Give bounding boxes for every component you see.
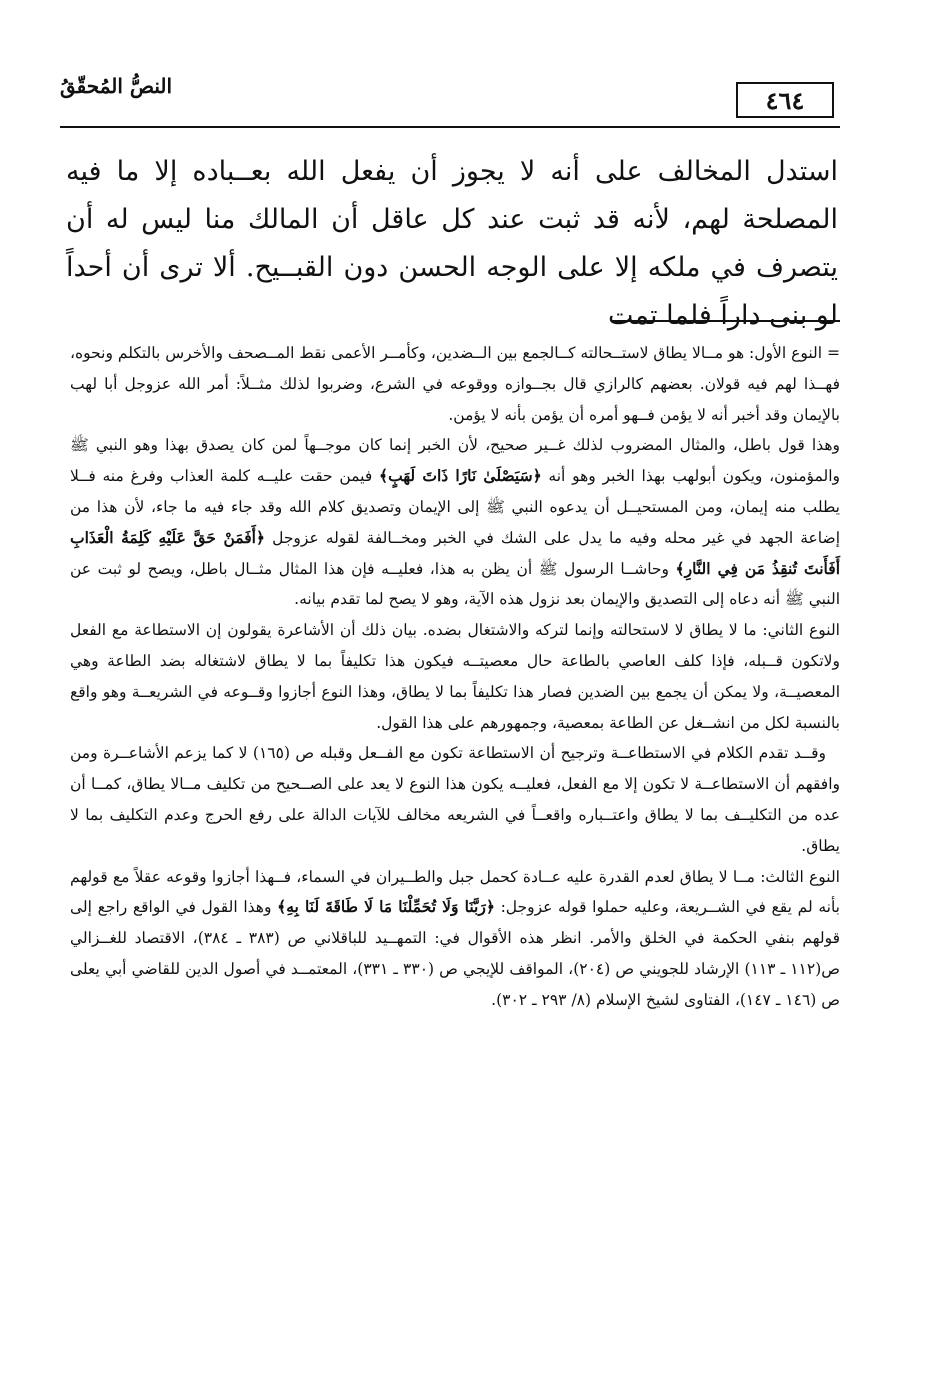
quran-verse: ﴿أَفَمَنْ حَقَّ عَلَيْهِ كَلِمَةُ الْعَذَابِ أَفَأَنتَ تُنقِذُ مَن فِي النَّارِ﴾ <box>70 527 840 578</box>
running-title: النصُّ المُحقّقُ <box>60 74 173 98</box>
footnote-paragraph-5 <box>70 862 840 1016</box>
footnote-text: فيمن حقت عليــه كلمة العذاب وفرغ منه فــلا يطلب منه إيمان، ومن المستحيــل أن يدعوه النبي ﷺ إلى الإيمان وتصديق كلام الله وقد جاء فيه ما جاء، لأن هذا من إضاعة الجهد في غير محله وفيه ما يدل على الشك في الخبر ومخــالفة لقوله عزوجل <box>70 467 840 547</box>
footnote-text: وهذا قول باطل، والمثال المضروب لذلك غــير صحيح، لأن الخبر إنما كان موجــهاً لمن كان يصدق بهذا وهو النبي ﷺ والمؤمنون، ويكون أبولهب بهذا الخبر وهو أنه <box>70 436 841 486</box>
footnote-separator <box>612 320 840 322</box>
quran-verse: ﴿رَبَّنَا وَلَا تُحَمِّلْنَا مَا لَا طَاقَةَ لَنَا بِهِ﴾ <box>277 897 495 917</box>
footnote-text: وهذا القول في الواقع راجع إلى قولهم بنفي الحكمة في الخلق والأمر. انظر هذه الأقوال في: التمهــيد للباقلاني ص (٣٨٣ ـ ٣٨٤)، الاقتصاد للغــزالي ص(١١٢ ـ ١١٣) الإرشاد للجويني ص (٢٠٤)، المواقف للإيجي ص (٣٣٠ ـ ٣٣١)، المعتمــد في أصول الدين للقاضي أبي يعلى ص (١٤٦ ـ ١٤٧)، الفتاوى لشيخ الإسلام (٨/ ٢٩٣ ـ ٣٠٢). <box>70 898 841 1009</box>
header-rule <box>60 126 840 128</box>
quran-verse: ﴿سَيَصْلَىٰ نَارًا ذَاتَ لَهَبٍ﴾ <box>378 466 542 486</box>
footnote-text: وحاشــا الرسول ﷺ أن يظن به هذا، فعليــه فإن هذا المثال مثــال باطل، ويصح لو ثبت عن النبي ﷺ أنه دعاه إلى التصديق والإيمان بعد نزول هذه الآية، وهو لا يصح لما تقدم بيانه. <box>70 559 840 609</box>
page-number: ٤٦٤ <box>765 85 805 115</box>
footnote-paragraph-1: = النوع الأول: هو مــالا يطاق لاستــحالته كــالجمع بين الــضدين، وكأمــر الأعمى نقط المــصحف والأخرس بالتكلم ونحوه، فهــذا لهم فيه قولان. بعضهم كالرازي قال بجــوازه ووقوعه في الشرع، وضربوا لذلك مثــلاً: أمر الله عزوجل أبا لهب بالإيمان وقد أخبر أنه لا يؤمن فــهو أمره أن يؤمن بأنه لا يؤمن. <box>70 344 840 424</box>
footnote-paragraph-2 <box>70 430 840 615</box>
page-number-box <box>736 82 834 118</box>
footnote-paragraph-4: وقــد تقدم الكلام في الاستطاعــة وترجيح أن الاستطاعة تكون مع الفــعل وقبله ص (١٦٥) لا كما يزعم الأشاعــرة ومن وافقهم أن الاستطاعــة لا تكون إلا مع الفعل، فعليــه يكون هذا النوع لا يعد على الصــحيح من تكليف مــالا يطاق، كمــا أن عده من التكليــف بما لا يطاق واعتــباره واقعــاً في الشريعه مخالف للآيات الدالة على رفع الحرج وعدم التكليف بما لا يطاق. <box>70 744 840 855</box>
main-body-text: استدل المخالف على أنه لا يجوز أن يفعل الله بعــباده إلا ما فيه المصلحة لهم، لأنه قد ثبت عند كل عاقل أن المالك منا ليس له أن يتصرف في ملكه إلا على الوجه الحسن دون القبــيح. ألا ترى أن أحداً لو بنى داراً فلما تمت <box>66 156 838 331</box>
footnotes-section <box>70 338 840 1016</box>
footnote-text: النوع الثالث: مــا لا يطاق لعدم القدرة عليه عــادة كحمل جبل والطــيران في السماء، فــهذا أجازوا وقوعه عقلاً مع قولهم بأنه لم يقع في الشــريعة، وعليه حملوا قوله عزوجل: <box>70 867 840 917</box>
footnote-paragraph-3: النوع الثاني: ما لا يطاق لا لاستحالته وإنما لتركه والاشتغال بضده. بيان ذلك أن الأشاعرة يقولون إن الاستطاعة مع الفعل ولاتكون قــبله، فإذا كلف العاصي بالطاعة حال معصيتــه فيكون هذا تكليفاً بما لا يطاق لاشتغاله بضد الطاعة وهي المعصيــة، ولا يمكن أن يجمع بين الضدين فصار هذا تكليفاً بما لا يطاق، وهذا النوع أجازوا وقــوعه في الشريعــة وهو واقع بالنسبة لكل من انشــغل عن الطاعة بمعصية، وجمهورهم على هذا القول. <box>70 621 840 732</box>
